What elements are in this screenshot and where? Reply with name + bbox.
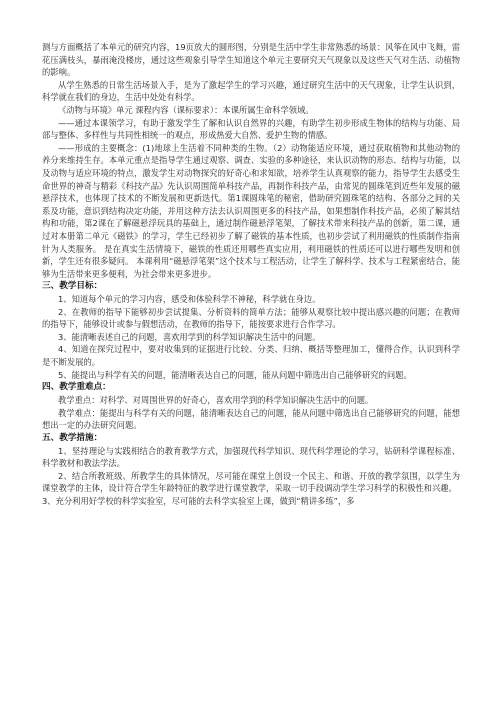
paragraph-main-concepts: ——形成的主要概念：(1)地球上生活着不同种类的生物。（2）动物能适应环境，通过获取植物和其他动物的养分来维持生存。本单元重点是指导学生通过观察、调查、实验的多种途径，来认识动物的形态、结构与功能，以及动物与适应环境的特点，激发学生对动物探究的好奇心和求知欲，培养学生认真观察的能力，指导学生去感受生命世界的神奇与精彩《科技产品》先认识周围简单科技产品，再制作科技产品，由常见的圆珠笔到近些年发展的磁悬浮技术，也体现了技术的不断发展和更新迭代。第1课圆珠笔的秘密，借助研究圆珠笔的结构、各部分之间的关系及功能，意识到结构决定功能，并用这种方法去认识周围更多的科技产品，如果想制作科技产品，必须了解其结构和功能，第2课在了解磁悬浮玩具的基础上，通过制作磁悬浮笔架，了解技术带来科技产品的创新，第二课，通过对本册第二单元《磁铁》的学习，学生已经初步了解了磁铁的基本性质，也初步尝试了利用磁铁的性质制作指南针为人类服务。 是在真实生活情境下，磁铁的性质还用哪些真实应用，利用磁铁的性质还可以进行哪些发明和创新，学生还有很多疑问。 本课利用“磁悬浮笔架”这个技术与工程活动，让学生了解科学、技术与工程紧密结合，能够为生活带来更多便利，为社会带来更多进步。 <box>42 142 460 279</box>
paragraph-weather-life: 从学生熟悉的日常生活场景入手，是为了激起学生的学习兴趣，通过研究生活中的天气现象，让学生认识到，科学就在我们的身边，生活中处处有科学。 <box>42 79 460 103</box>
paragraph-weather-intro: 测与方面概括了本单元的研究内容，19页放大的圆形图，分别是生活中学生非常熟悉的场景：风筝在风中飞舞，雷花压满枝头，暴雨淹没楼房，通过这些观象引导学生知道这个单元主要研究天气现象以及这些天气对生活、动植物的影响。 <box>42 42 460 78</box>
measure-item-2: 2、结合所教班级、所教学生的具体情况，尽可能在课堂上创设一个民主、和谐、开放的教学氛围，以学生为课堂教学的主体，设计符合学生年龄特征的教学进行课堂教学，采取一切手段调动学生学习科学的积极性和兴趣。 <box>42 470 460 494</box>
section-heading-teaching-goals: 三、教学目标： <box>42 281 103 292</box>
key-point-focus: 教学重点：对科学、对周围世界的好奇心，喜欢用学到的科学知识解决生活中的问题。 <box>58 395 374 406</box>
section-heading-teaching-measures: 五、教学措施： <box>42 432 103 443</box>
paragraph-animal-unit-title: 《动物与环境》单元 课程内容（课标要求）：本课所属生命科学领域。 <box>58 104 314 115</box>
measure-item-3: 3、充分利用好学校的科学实验室，尽可能的去科学实验室上课，做到“精讲多练”，多 <box>42 495 355 506</box>
goal-item-2: 2、在教师的指导下能够初步尝试提集、分析资料的简单方法；能够从观察比较中提出感兴趣的问题；在教师的指导下，能够设计或参与假想活动，在教师的指导下，能按要求进行合作学习。 <box>42 306 460 330</box>
measure-item-1: 1、坚持理论与实践相结合的教育教学方式，加强现代科学知识、现代科学理论的学习，钻研科学课程标准、科学教材和教法学法。 <box>42 445 460 469</box>
goal-item-3: 3、能清晰表述自己的问题，喜欢用学到的科学知识解决生活中的问题。 <box>58 331 321 342</box>
key-point-difficulty: 教学难点：能提出与科学有关的问题，能清晰表达自己的问题，能从问题中筛选出自己能够研究的问题，能想想出一定的办法研究问题。 <box>42 407 460 431</box>
paragraph-animal-unit-goal: ——通过本课领学习，有助于激发学生了解和认识自然界的兴趣，有助学生初步形成生物体的结构与功能、局部与整体、多样性与共同性相统一的观点，形成热爱大自然、爱护生物的情感。 <box>42 117 460 141</box>
section-heading-key-points: 四、教学重难点： <box>42 382 111 393</box>
goal-item-4: 4、知道在探究过程中，要对收集到的证据进行比较、分类、归纳、概括等整理加工，懂得合作，认识到科学是不断发展的。 <box>42 344 460 368</box>
goal-item-1: 1、知道每个单元的学习内容，感受和体验科学不神秘，科学就在身边。 <box>58 294 321 305</box>
goal-item-5: 5、能提出与科学有关的问题，能清晰表达自己的问题，能从问题中筛选出自己能够研究的问题。 <box>58 369 412 380</box>
